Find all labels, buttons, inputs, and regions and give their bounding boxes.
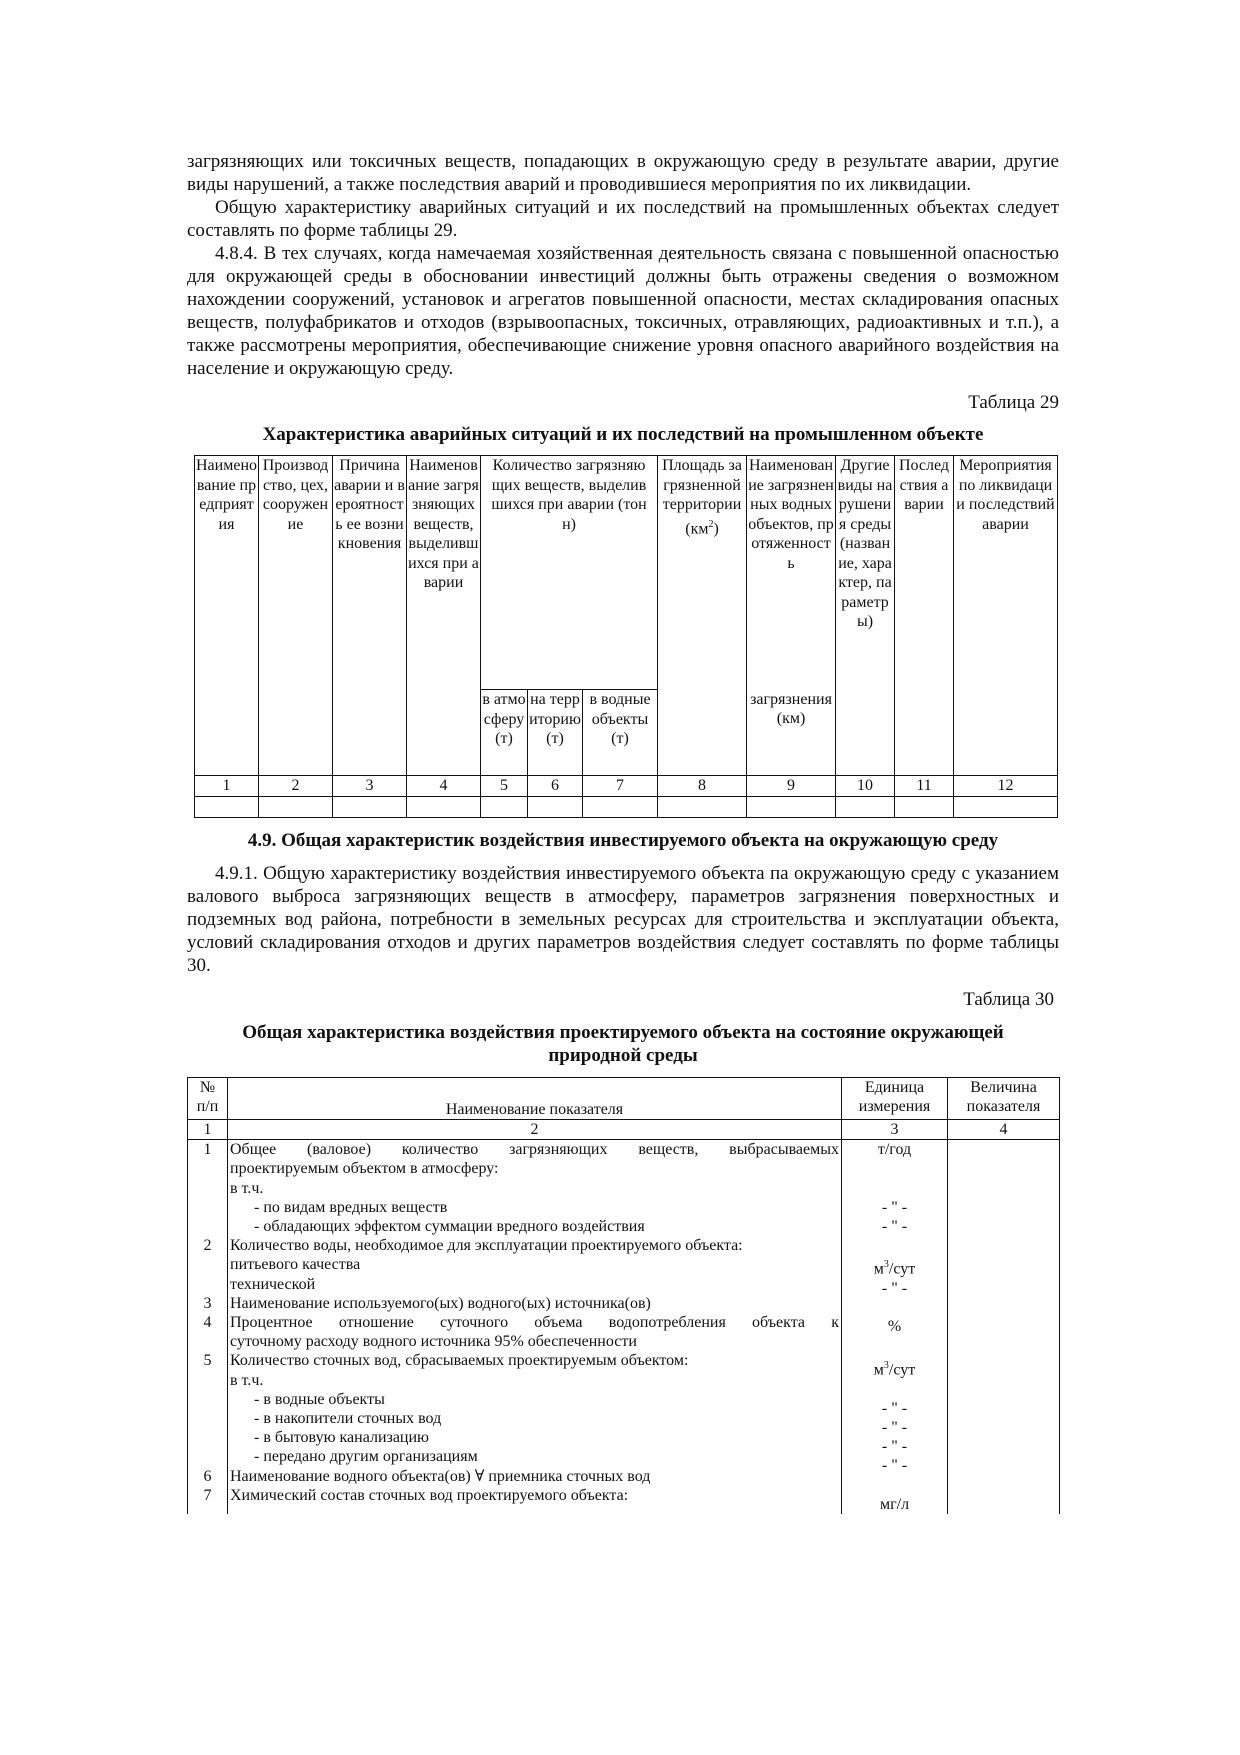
t30-row-text: Наименование используемого(ых) водного(ых) источника(ов) (230, 1294, 651, 1312)
paragraph-table29-reference: Общую характеристику аварийных ситуаций и их последствий на промышленных объектах следует составлять по форме таблицы 29. (187, 197, 1059, 241)
t30-row-unit: - " - (881, 1437, 908, 1455)
t29-num: 7 (583, 776, 658, 797)
t30-header-value-bottom: показателя (966, 1098, 1041, 1116)
t30-row-text: - в водные объекты (254, 1390, 385, 1408)
t30-unit-suffix: /сут (888, 1361, 916, 1379)
t30-unit-sup: 3 (883, 1259, 889, 1271)
t30-row-text: технической (230, 1275, 316, 1293)
t30-header-unit (842, 1078, 948, 1120)
t30-row-text: Количество сточных вод, сбрасываемых проектируемым объектом: (230, 1352, 689, 1370)
t29-header-cause: Причина аварии и вероятность ее возникновения (333, 456, 407, 776)
t30-row-text: - по видам вредных веществ (254, 1198, 448, 1216)
t30-header-num (188, 1078, 228, 1120)
t29-header-atmosphere: в атмосферу (т) (481, 690, 528, 776)
t29-header-quantity: Количество загрязняющих веществ, выделившихся при аварии (тонн) (481, 456, 658, 690)
t29-header-measures: Мероприятия по ликвидации последствий аварии (954, 456, 1058, 776)
t30-row-unit: т/год (877, 1141, 912, 1159)
t30-row-text: Общее (валовое) количество загрязняющих веществ, выбрасываемых (230, 1141, 839, 1159)
t30-row-num: 5 (203, 1352, 212, 1370)
paragraph-4-9-1: 4.9.1. Общую характеристику воздействия инвестируемого объекта па окружающую среду с указанием валового выброса загрязняющих веществ в атмосферу, параметров загрязнения поверхностных и подземных вод района, потребности в земельных ресурсах для строительства и эксплуатации объекта, условий складирования отходов и других параметров воздействия следует составлять по форме таблицы 30. (187, 863, 1059, 976)
t30-row-num: 2 (203, 1237, 212, 1255)
t29-num: 3 (333, 776, 407, 797)
t30-row-text: суточному расходу водного источника 95% обеспеченности (230, 1333, 637, 1351)
t30-names-column (228, 1140, 842, 1514)
t30-row-unit: мг/л (879, 1495, 910, 1513)
t30-row-text: - передано другим организациям (254, 1448, 478, 1466)
paragraph-4-8-4: 4.8.4. В тех случаях, когда намечаемая хозяйственная деятельность связана с повышенной опасностью для окружающей среды в обосновании инвестиций должны быть отражены сведения о возможном нахождении сооружений, установок и агрегатов повышенной опасности, местах складирования опасных веществ, полуфабрикатов и отходов (взрывоопасных, токсичных, отравляющих, радиоактивных и т.п.), а также рассмотрены мероприятия, обеспечивающие снижение уровня опасного аварийного воздействия на население и окружающую среду. (187, 243, 1059, 379)
t29-header-consequences: Последствия аварии (895, 456, 954, 776)
t29-num: 10 (836, 776, 895, 797)
t30-row-text: Наименование водного объекта(ов) ∀ приемника сточных вод (230, 1467, 651, 1485)
t29-header-enterprise: Наименование предприятия (195, 456, 259, 776)
table29-title: Характеристика аварийных ситуаций и их последствий на промышленном объекте (262, 424, 984, 445)
t30-row-num: 3 (203, 1294, 212, 1312)
t30-unit-suffix: /сут (888, 1260, 916, 1278)
t30-row-text: в т.ч. (230, 1179, 264, 1197)
t30-header-num-top: № (199, 1079, 216, 1096)
t29-header-water-objects: Наименование загрязненных водных объектов, протяженность (747, 456, 836, 690)
t29-num: 8 (658, 776, 747, 797)
t30-header-name: Наименование показателя (228, 1078, 842, 1120)
t30-header-value-top: Величина (970, 1079, 1037, 1096)
t29-num: 12 (954, 776, 1058, 797)
t29-header-water-objects-length: загрязнения (км) (747, 690, 836, 776)
t30-unit-sup: 3 (883, 1359, 889, 1371)
t29-num: 4 (407, 776, 481, 797)
t29-num: 1 (195, 776, 259, 797)
t29-header-territory: на территорию (т) (528, 690, 583, 776)
t29-header-other: Другие виды нарушения среды (название, характер, параметры) (836, 456, 895, 776)
t29-num: 6 (528, 776, 583, 797)
t29-header-pollutants: Наименование загрязняющих веществ, выделившихся при аварии (407, 456, 481, 776)
t30-row-num: 4 (203, 1314, 212, 1332)
t30-unit-text: м (873, 1260, 884, 1278)
t30-row-text: в т.ч. (230, 1371, 264, 1389)
t30-header-unit-top: Единица (864, 1079, 925, 1096)
t30-row-text: Количество воды, необходимое для эксплуатации проектируемого объекта: (230, 1237, 743, 1255)
t30-row-num: 6 (203, 1467, 212, 1485)
t30-row-unit: % (887, 1318, 902, 1336)
t29-header-area-sup: 2 (708, 518, 714, 530)
table29 (194, 455, 1058, 818)
t30-col-number: 3 (842, 1120, 948, 1140)
t30-row-unit: - " - (881, 1418, 908, 1436)
t30-numbers-column (188, 1140, 228, 1514)
t30-body (188, 1140, 1060, 1514)
t30-col-number: 4 (948, 1120, 1060, 1140)
t30-row-text: Процентное отношение суточного объема водопотребления объекта к (230, 1314, 839, 1332)
document-page (187, 150, 1059, 1514)
table30-title: Общая характеристика воздействия проектируемого объекта на состояние окружающей природной среды (242, 1022, 1004, 1066)
t30-header-num-bottom: п/п (196, 1098, 219, 1116)
t30-values-column (948, 1140, 1060, 1514)
t29-num: 5 (481, 776, 528, 797)
t30-row-text: проектируемым объектом в атмосферу: (230, 1160, 499, 1178)
t29-num: 2 (259, 776, 333, 797)
t30-row-num: 7 (203, 1486, 212, 1504)
t29-empty-row (195, 797, 1058, 818)
t30-units-column (842, 1140, 948, 1514)
t30-col-number: 1 (188, 1120, 228, 1140)
t30-row-unit (844, 1255, 945, 1279)
t30-unit-text: м (873, 1361, 884, 1379)
t29-header-area-suffix: ) (713, 519, 719, 537)
t30-row-unit: - " - (881, 1279, 908, 1297)
section-4-9-heading: 4.9. Общая характеристик воздействия инвестируемого объекта на окружающую среду (247, 830, 999, 851)
t30-col-number: 2 (228, 1120, 842, 1140)
t30-row-unit: - " - (881, 1198, 908, 1216)
t30-row-text: - обладающих эффектом суммации вредного воздействия (254, 1218, 645, 1236)
paragraph-continuation: загрязняющих или токсичных веществ, попадающих в окружающую среду в результате аварии, другие виды нарушений, а также последствия аварий и проводившиеся мероприятия по их ликвидации. (187, 151, 1059, 195)
t29-header-area-text: Площадь загрязненной территории (км (662, 457, 742, 537)
t30-header-unit-bottom: измерения (858, 1098, 931, 1116)
table30 (187, 1077, 1060, 1514)
table29-caption: Таблица 29 (968, 392, 1059, 413)
table30-caption: Таблица 30 (963, 989, 1054, 1010)
t30-header-value (948, 1078, 1060, 1120)
t29-num: 9 (747, 776, 836, 797)
t30-row-unit: - " - (881, 1457, 908, 1475)
t29-header-area (658, 456, 747, 776)
t30-row-text: - в бытовую канализацию (254, 1429, 429, 1447)
t30-row-text: Химический состав сточных вод проектируемого объекта: (230, 1486, 629, 1504)
t30-row-num: 1 (203, 1141, 212, 1159)
t29-header-production: Производство, цех, сооружение (259, 456, 333, 776)
t30-row-unit: - " - (881, 1218, 908, 1236)
t30-row-text: питьевого качества (230, 1256, 361, 1274)
t29-num: 11 (895, 776, 954, 797)
t30-row-unit (844, 1356, 945, 1380)
t30-row-text: - в накопители сточных вод (254, 1410, 442, 1428)
t30-row-unit: - " - (881, 1399, 908, 1417)
t29-header-water: в водные объекты (т) (583, 690, 658, 776)
